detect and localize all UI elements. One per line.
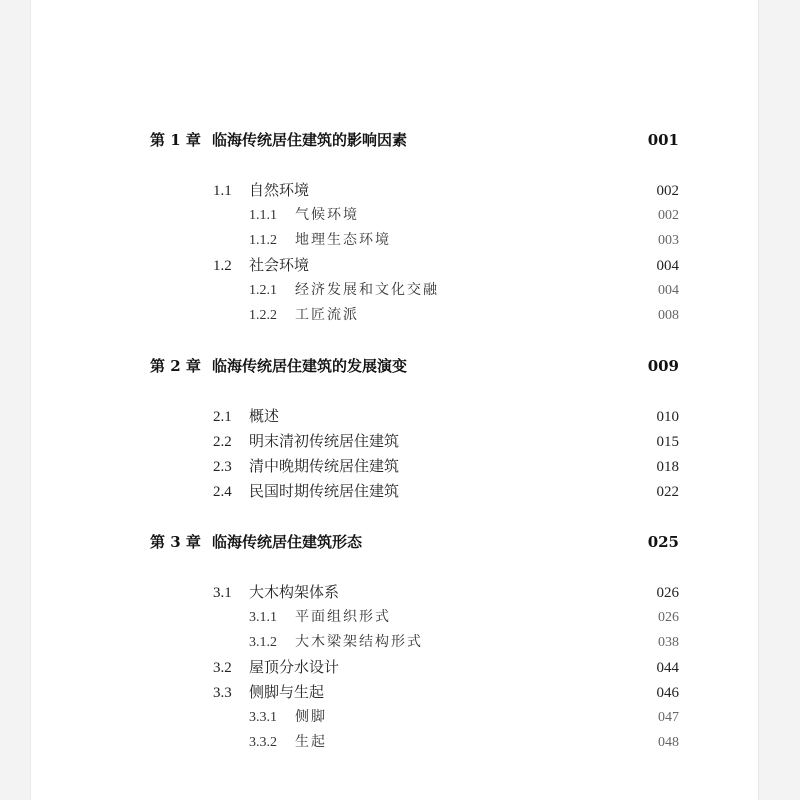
section-number: 3.2	[213, 660, 232, 676]
section-title: 大木构架体系	[249, 585, 340, 601]
section-page: 004	[656, 258, 679, 274]
subsection-title: 气候环境	[295, 208, 359, 223]
toc-subsection[interactable]	[31, 607, 758, 629]
section-number: 1.2	[213, 258, 232, 274]
toc-subsection[interactable]	[31, 732, 758, 754]
toc-subsection[interactable]	[31, 230, 758, 252]
toc-section[interactable]	[31, 481, 758, 503]
chapter-page: 009	[647, 357, 679, 375]
section-page: 046	[656, 685, 679, 701]
toc-section[interactable]	[31, 682, 758, 704]
subsection-title: 平面组织形式	[295, 610, 391, 625]
section-title: 侧脚与生起	[249, 685, 325, 701]
section-title: 概述	[249, 409, 280, 425]
section-number: 2.1	[213, 409, 232, 425]
toc-chapter[interactable]	[31, 355, 758, 377]
chapter-title: 临海传统居住建筑的影响因素	[212, 131, 408, 149]
toc-section[interactable]	[31, 431, 758, 453]
subsection-page: 008	[658, 308, 679, 323]
section-page: 015	[656, 434, 679, 450]
section-page: 018	[656, 459, 679, 475]
subsection-title: 生起	[295, 735, 327, 750]
subsection-number: 3.3.1	[249, 710, 277, 725]
subsection-number: 3.1.1	[249, 610, 277, 625]
subsection-page: 048	[658, 735, 679, 750]
toc-subsection[interactable]	[31, 205, 758, 227]
toc-section[interactable]	[31, 180, 758, 202]
section-number: 3.1	[213, 585, 232, 601]
chapter-title: 临海传统居住建筑的发展演变	[212, 357, 408, 375]
section-title: 清中晚期传统居住建筑	[249, 459, 400, 475]
subsection-page: 003	[658, 233, 679, 248]
subsection-number: 3.1.2	[249, 635, 277, 650]
section-title: 社会环境	[249, 258, 310, 274]
subsection-page: 038	[658, 635, 679, 650]
subsection-title: 工匠流派	[295, 308, 359, 323]
table-of-contents	[31, 0, 758, 800]
subsection-title: 地理生态环境	[295, 233, 391, 248]
section-page: 010	[656, 409, 679, 425]
section-page: 026	[656, 585, 679, 601]
toc-subsection[interactable]	[31, 707, 758, 729]
toc-section[interactable]	[31, 657, 758, 679]
toc-section[interactable]	[31, 582, 758, 604]
section-title: 明末清初传统居住建筑	[249, 434, 400, 450]
section-page: 022	[656, 484, 679, 500]
chapter-number: 第 2 章	[150, 357, 201, 375]
section-number: 3.3	[213, 685, 232, 701]
chapter-page: 025	[647, 533, 679, 551]
toc-chapter[interactable]	[31, 531, 758, 553]
toc-section[interactable]	[31, 255, 758, 277]
subsection-number: 1.1.2	[249, 233, 277, 248]
subsection-number: 1.1.1	[249, 208, 277, 223]
toc-chapter[interactable]	[31, 129, 758, 151]
toc-subsection[interactable]	[31, 305, 758, 327]
chapter-number: 第 1 章	[150, 131, 201, 149]
subsection-title: 侧脚	[295, 710, 327, 725]
section-title: 自然环境	[249, 183, 310, 199]
subsection-number: 1.2.2	[249, 308, 277, 323]
toc-section[interactable]	[31, 456, 758, 478]
chapter-number: 第 3 章	[150, 533, 201, 551]
section-page: 002	[656, 183, 679, 199]
toc-subsection[interactable]	[31, 280, 758, 302]
subsection-title: 经济发展和文化交融	[295, 283, 439, 298]
section-page: 044	[656, 660, 679, 676]
toc-section[interactable]	[31, 406, 758, 428]
subsection-page: 026	[658, 610, 679, 625]
section-number: 2.2	[213, 434, 232, 450]
subsection-number: 1.2.1	[249, 283, 277, 298]
section-title: 屋顶分水设计	[249, 660, 340, 676]
subsection-page: 002	[658, 208, 679, 223]
chapter-page: 001	[647, 131, 679, 149]
subsection-title: 大木梁架结构形式	[295, 635, 423, 650]
section-number: 2.4	[213, 484, 232, 500]
section-number: 1.1	[213, 183, 232, 199]
subsection-page: 047	[658, 710, 679, 725]
document-page	[30, 0, 759, 800]
chapter-title: 临海传统居住建筑形态	[212, 533, 363, 551]
section-title: 民国时期传统居住建筑	[249, 484, 400, 500]
subsection-page: 004	[658, 283, 679, 298]
subsection-number: 3.3.2	[249, 735, 277, 750]
section-number: 2.3	[213, 459, 232, 475]
toc-subsection[interactable]	[31, 632, 758, 654]
